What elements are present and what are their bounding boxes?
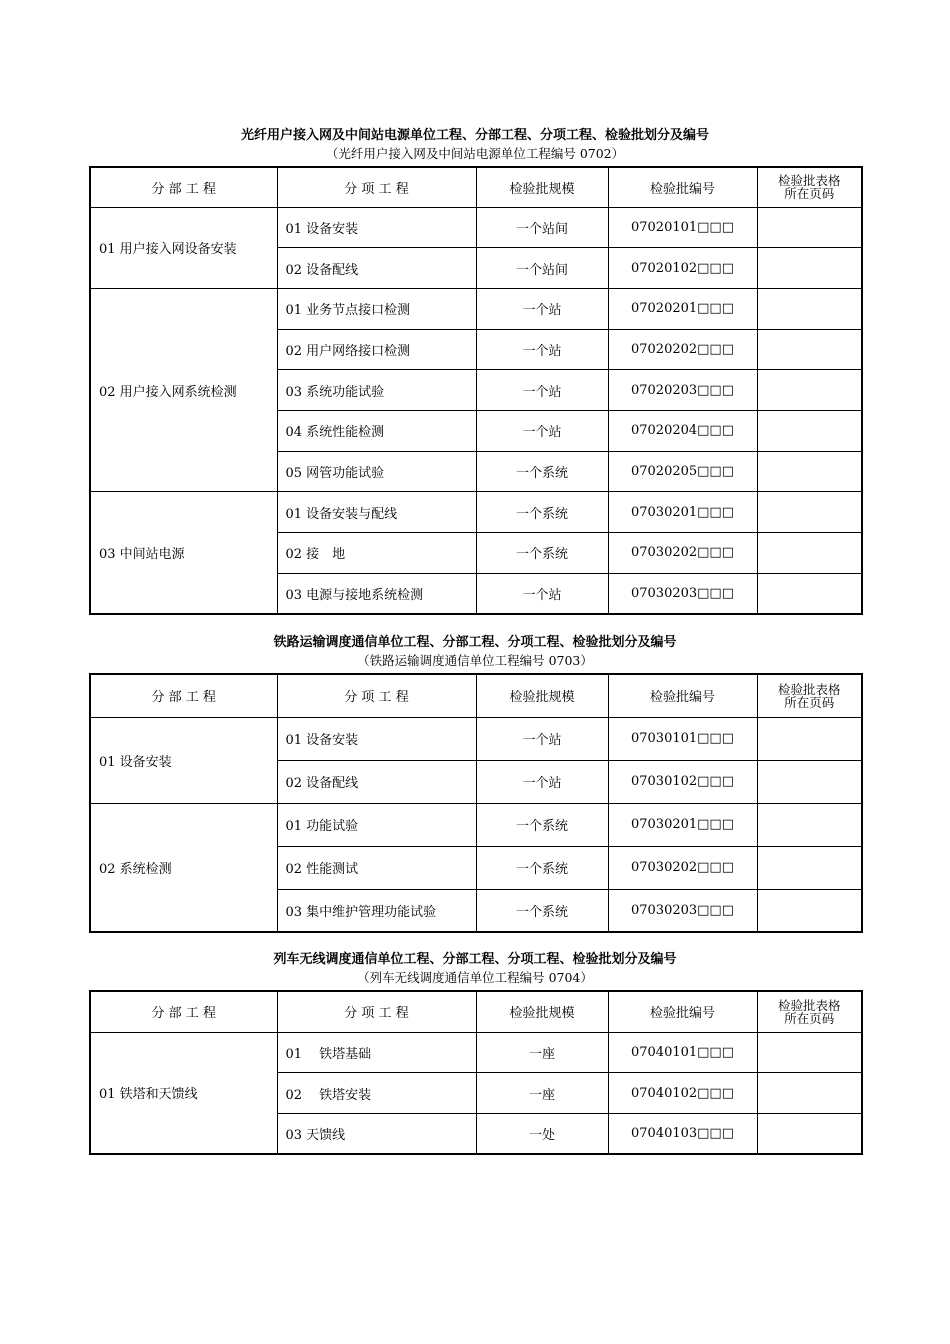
cell-item: 03 天馈线 (277, 1113, 476, 1154)
header-part: 分 部 工 程 (90, 167, 277, 207)
cell-part: 03 中间站电源 (90, 492, 277, 614)
table-header-row (90, 167, 862, 207)
cell-page (757, 1073, 862, 1114)
header-item: 分 项 工 程 (277, 674, 476, 717)
header-scale: 检验批规模 (476, 674, 608, 717)
cell-code: 07030102□□□ (608, 760, 757, 803)
table-header-row (90, 674, 862, 717)
cell-page (757, 1032, 862, 1073)
cell-page (757, 492, 862, 533)
cell-item: 04 系统性能检测 (277, 410, 476, 451)
cell-item: 02 设备配线 (277, 248, 476, 289)
cell-item: 01 设备安装与配线 (277, 492, 476, 533)
cell-code: 07030101□□□ (608, 717, 757, 760)
cell-page (757, 370, 862, 411)
cell-scale: 一个站 (476, 370, 608, 411)
header-part: 分 部 工 程 (90, 674, 277, 717)
cell-page (757, 410, 862, 451)
cell-part: 02 用户接入网系统检测 (90, 288, 277, 491)
cell-item: 01 设备安装 (277, 207, 476, 248)
cell-scale: 一个系统 (476, 803, 608, 846)
cell-page (757, 760, 862, 803)
cell-page (757, 889, 862, 932)
header-page (757, 991, 862, 1032)
section-1 (89, 127, 861, 615)
table-row (90, 803, 862, 846)
cell-scale: 一个站间 (476, 248, 608, 289)
cell-code: 07020201□□□ (608, 288, 757, 329)
cell-item: 03 系统功能试验 (277, 370, 476, 411)
cell-item: 01 铁塔基础 (277, 1032, 476, 1073)
cell-item: 03 集中维护管理功能试验 (277, 889, 476, 932)
cell-scale: 一个系统 (476, 451, 608, 492)
header-page (757, 167, 862, 207)
header-part: 分 部 工 程 (90, 991, 277, 1032)
cell-page (757, 207, 862, 248)
cell-scale: 一个系统 (476, 533, 608, 574)
cell-code: 07030201□□□ (608, 492, 757, 533)
cell-scale: 一个站 (476, 288, 608, 329)
header-scale: 检验批规模 (476, 991, 608, 1032)
header-code: 检验批编号 (608, 674, 757, 717)
header-item: 分 项 工 程 (277, 991, 476, 1032)
cell-part: 02 系统检测 (90, 803, 277, 932)
header-page-line-1: 检验批表格 (777, 681, 841, 697)
section-subtitle: （铁路运输调度通信单位工程编号 0703） (357, 653, 593, 668)
cell-scale: 一个站 (476, 329, 608, 370)
division-table (89, 990, 863, 1155)
cell-item: 01 设备安装 (277, 717, 476, 760)
cell-item: 02 铁塔安装 (277, 1073, 476, 1114)
cell-scale: 一个站 (476, 717, 608, 760)
section-2 (89, 634, 861, 933)
cell-code: 07040102□□□ (608, 1073, 757, 1114)
header-scale: 检验批规模 (476, 167, 608, 207)
cell-scale: 一个系统 (476, 846, 608, 889)
cell-code: 07030201□□□ (608, 803, 757, 846)
cell-item: 01 功能试验 (277, 803, 476, 846)
cell-part: 01 铁塔和天馈线 (90, 1032, 277, 1154)
table-row (90, 717, 862, 760)
cell-code: 07040103□□□ (608, 1113, 757, 1154)
cell-scale: 一座 (476, 1073, 608, 1114)
cell-part: 01 用户接入网设备安装 (90, 207, 277, 288)
cell-item: 01 业务节点接口检测 (277, 288, 476, 329)
cell-scale: 一个站 (476, 410, 608, 451)
cell-scale: 一个系统 (476, 889, 608, 932)
section-subtitle: （光纤用户接入网及中间站电源单位工程编号 0702） (325, 146, 625, 161)
header-page-line-1: 检验批表格 (777, 997, 841, 1013)
cell-item: 02 性能测试 (277, 846, 476, 889)
cell-item: 02 用户网络接口检测 (277, 329, 476, 370)
cell-scale: 一处 (476, 1113, 608, 1154)
header-page-line-2: 所在页码 (784, 694, 835, 710)
header-page-line-2: 所在页码 (784, 1010, 835, 1026)
cell-code: 07020102□□□ (608, 248, 757, 289)
cell-page (757, 717, 862, 760)
cell-code: 07020205□□□ (608, 451, 757, 492)
table-row (90, 1032, 862, 1073)
cell-scale: 一个系统 (476, 492, 608, 533)
division-table (89, 166, 863, 615)
cell-page (757, 248, 862, 289)
cell-code: 07020204□□□ (608, 410, 757, 451)
cell-code: 07020203□□□ (608, 370, 757, 411)
division-table (89, 673, 863, 933)
cell-item: 05 网管功能试验 (277, 451, 476, 492)
table-row (90, 492, 862, 533)
cell-scale: 一个站间 (476, 207, 608, 248)
cell-page (757, 1113, 862, 1154)
header-page (757, 674, 862, 717)
cell-item: 03 电源与接地系统检测 (277, 573, 476, 614)
header-page-line-2: 所在页码 (784, 186, 835, 202)
cell-code: 07020101□□□ (608, 207, 757, 248)
cell-code: 07030202□□□ (608, 846, 757, 889)
header-code: 检验批编号 (608, 167, 757, 207)
cell-code: 07040101□□□ (608, 1032, 757, 1073)
header-item: 分 项 工 程 (277, 167, 476, 207)
cell-page (757, 803, 862, 846)
table-row (90, 288, 862, 329)
cell-scale: 一个站 (476, 573, 608, 614)
section-title: 铁路运输调度通信单位工程、分部工程、分项工程、检验批划分及编号 (273, 635, 677, 650)
section-title: 列车无线调度通信单位工程、分部工程、分项工程、检验批划分及编号 (273, 952, 677, 967)
cell-code: 07030203□□□ (608, 889, 757, 932)
section-3 (89, 951, 861, 1155)
cell-item: 02 设备配线 (277, 760, 476, 803)
header-page-line-1: 检验批表格 (777, 173, 841, 189)
cell-page (757, 329, 862, 370)
cell-code: 07030203□□□ (608, 573, 757, 614)
cell-page (757, 451, 862, 492)
cell-page (757, 533, 862, 574)
table-row (90, 207, 862, 248)
cell-page (757, 288, 862, 329)
table-header-row (90, 991, 862, 1032)
header-code: 检验批编号 (608, 991, 757, 1032)
cell-page (757, 573, 862, 614)
cell-scale: 一座 (476, 1032, 608, 1073)
cell-page (757, 846, 862, 889)
section-title: 光纤用户接入网及中间站电源单位工程、分部工程、分项工程、检验批划分及编号 (240, 128, 709, 143)
cell-part: 01 设备安装 (90, 717, 277, 803)
cell-item: 02 接 地 (277, 533, 476, 574)
section-subtitle: （列车无线调度通信单位工程编号 0704） (357, 970, 593, 985)
cell-scale: 一个站 (476, 760, 608, 803)
cell-code: 07030202□□□ (608, 533, 757, 574)
cell-code: 07020202□□□ (608, 329, 757, 370)
